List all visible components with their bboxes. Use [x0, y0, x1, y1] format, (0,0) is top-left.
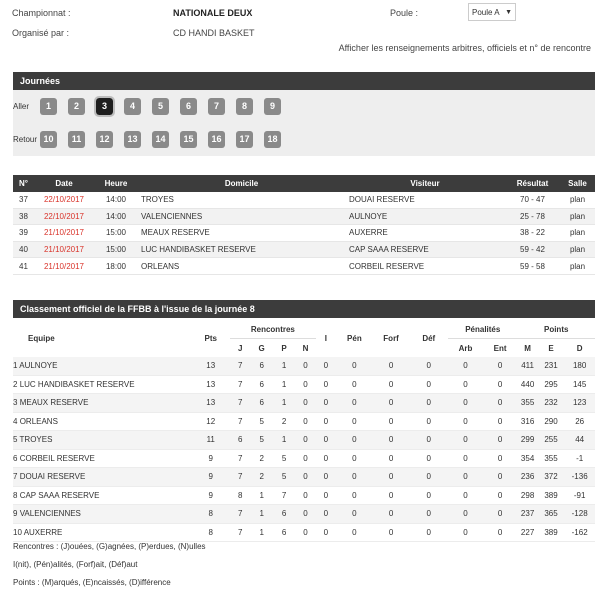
col-forf: Forf [383, 334, 399, 343]
stat-pts: 9 [191, 486, 230, 505]
match-num: 37 [13, 192, 34, 208]
col-visiteur: Visiteur [345, 175, 505, 192]
classement-row [13, 449, 595, 468]
stat-e: 290 [538, 412, 565, 431]
stat-i: 0 [316, 523, 336, 542]
stat-arb: 0 [448, 468, 483, 487]
match-visiteur: CAP SAAA RESERVE [345, 241, 505, 258]
stat-m: 354 [517, 449, 537, 468]
match-num: 39 [13, 225, 34, 242]
match-heure: 15:00 [94, 241, 138, 258]
afficher-renseignements-link[interactable]: Afficher les renseignements arbitres, officiels et n° de rencontre [338, 43, 591, 53]
stat-e: 389 [538, 486, 565, 505]
journee-button-13[interactable]: 13 [124, 131, 141, 148]
stat-g: 1 [250, 505, 272, 524]
stat-j: 6 [230, 431, 250, 450]
stat-pts: 11 [191, 431, 230, 450]
legend-points: Points : (M)arqués, (E)ncaissés, (D)ifférence [13, 578, 171, 587]
stat-p: 7 [273, 486, 295, 505]
journee-button-12[interactable]: 12 [96, 131, 113, 148]
stat-m: 236 [517, 468, 537, 487]
match-salle-link[interactable]: plan [560, 208, 595, 225]
stat-i: 0 [316, 431, 336, 450]
stat-ent: 0 [483, 468, 518, 487]
stat-n: 0 [295, 449, 315, 468]
stat-g: 1 [250, 486, 272, 505]
stat-p: 6 [273, 505, 295, 524]
stat-pen: 0 [336, 468, 373, 487]
match-heure: 15:00 [94, 225, 138, 242]
stat-def: 0 [409, 449, 448, 468]
stat-e: 372 [538, 468, 565, 487]
match-row [13, 241, 595, 258]
stat-forf: 0 [373, 505, 410, 524]
stat-pts: 13 [191, 375, 230, 394]
journees-header: Journées [13, 72, 595, 90]
match-visiteur: CORBEIL RESERVE [345, 258, 505, 275]
stat-forf: 0 [373, 449, 410, 468]
stat-forf: 0 [373, 375, 410, 394]
stat-forf: 0 [373, 486, 410, 505]
journee-button-2[interactable]: 2 [68, 98, 85, 115]
col-n: N [302, 343, 309, 353]
stat-j: 8 [230, 486, 250, 505]
stat-pen: 0 [336, 431, 373, 450]
stat-pts: 9 [191, 449, 230, 468]
stat-arb: 0 [448, 486, 483, 505]
team-name[interactable]: DOUAI RESERVE [19, 472, 86, 482]
match-row [13, 258, 595, 275]
stat-m: 316 [517, 412, 537, 431]
team-name[interactable]: CAP SAAA RESERVE [19, 490, 100, 500]
stat-e: 365 [538, 505, 565, 524]
stat-ent: 0 [483, 523, 518, 542]
match-domicile: TROYES [138, 192, 345, 208]
retour-label: Retour [13, 135, 38, 144]
stat-arb: 0 [448, 394, 483, 413]
championnat-value: NATIONALE DEUX [173, 8, 253, 18]
stat-i: 0 [316, 468, 336, 487]
stat-p: 1 [273, 394, 295, 413]
team-cell [13, 486, 191, 505]
col-penalites: Pénalités [448, 320, 517, 339]
stat-d: -162 [564, 523, 595, 542]
team-rank: 9 [13, 509, 18, 519]
team-name[interactable]: TROYES [19, 435, 53, 445]
matches-table [13, 175, 595, 275]
col-equipe: Equipe [28, 334, 55, 343]
stat-pts: 8 [191, 523, 230, 542]
stat-pts: 13 [191, 357, 230, 375]
col-domicile: Domicile [138, 175, 345, 192]
match-heure: 14:00 [94, 192, 138, 208]
match-row [13, 208, 595, 225]
classement-row [13, 431, 595, 450]
team-name[interactable]: VALENCIENNES [19, 509, 81, 519]
stat-g: 6 [250, 357, 272, 375]
stat-i: 0 [316, 394, 336, 413]
col-def: Déf [422, 334, 436, 343]
col-ent: Ent [493, 343, 507, 353]
col-i: I [324, 334, 327, 343]
col-pts: Pts [204, 334, 217, 343]
team-rank: 8 [13, 490, 18, 500]
stat-m: 298 [517, 486, 537, 505]
stat-m: 227 [517, 523, 537, 542]
stat-j: 7 [230, 375, 250, 394]
classement-row [13, 375, 595, 394]
stat-d: 145 [564, 375, 595, 394]
match-resultat: 70 - 47 [505, 192, 560, 208]
stat-d: 180 [564, 357, 595, 375]
stat-m: 440 [517, 375, 537, 394]
stat-d: -1 [564, 449, 595, 468]
stat-p: 5 [273, 449, 295, 468]
stat-p: 1 [273, 431, 295, 450]
journee-button-15[interactable]: 15 [180, 131, 197, 148]
stat-n: 0 [295, 486, 315, 505]
team-cell [13, 523, 191, 542]
match-salle-link[interactable]: plan [560, 258, 595, 275]
journee-button-11[interactable]: 11 [68, 131, 85, 148]
classement-row [13, 505, 595, 524]
match-num: 41 [13, 258, 34, 275]
stat-p: 1 [273, 357, 295, 375]
stat-p: 5 [273, 468, 295, 487]
stat-g: 6 [250, 375, 272, 394]
classement-row [13, 394, 595, 413]
stat-pen: 0 [336, 523, 373, 542]
stat-forf: 0 [373, 523, 410, 542]
classement-row [13, 357, 595, 375]
stat-def: 0 [409, 523, 448, 542]
stat-j: 7 [230, 523, 250, 542]
stat-i: 0 [316, 449, 336, 468]
col-d: D [576, 343, 583, 353]
stat-e: 355 [538, 449, 565, 468]
stat-i: 0 [316, 375, 336, 394]
col-j: J [238, 343, 243, 353]
journee-button-3[interactable]: 3 [96, 98, 113, 115]
stat-forf: 0 [373, 357, 410, 375]
stat-def: 0 [409, 357, 448, 375]
team-cell [13, 375, 191, 394]
stat-m: 355 [517, 394, 537, 413]
match-date: 22/10/2017 [34, 192, 94, 208]
stat-arb: 0 [448, 375, 483, 394]
col-salle: Salle [560, 175, 595, 192]
match-visiteur: DOUAI RESERVE [345, 192, 505, 208]
stat-pts: 12 [191, 412, 230, 431]
championnat-label: Championnat : [12, 8, 71, 18]
team-rank: 5 [13, 435, 18, 445]
col-pen: Pén [347, 334, 362, 343]
stat-d: -136 [564, 468, 595, 487]
stat-d: 44 [564, 431, 595, 450]
col-arb: Arb [458, 343, 473, 353]
journee-button-14[interactable]: 14 [152, 131, 169, 148]
stat-pen: 0 [336, 505, 373, 524]
stat-n: 0 [295, 505, 315, 524]
stat-arb: 0 [448, 412, 483, 431]
stat-def: 0 [409, 375, 448, 394]
organise-label: Organisé par : [12, 28, 70, 38]
stat-ent: 0 [483, 394, 518, 413]
journee-button-9[interactable]: 9 [264, 98, 281, 115]
journees-panel [13, 90, 595, 156]
match-domicile: LUC HANDIBASKET RESERVE [138, 241, 345, 258]
chevron-down-icon: ▼ [505, 9, 512, 16]
match-visiteur: AUXERRE [345, 225, 505, 242]
stat-n: 0 [295, 357, 315, 375]
aller-label: Aller [13, 102, 30, 111]
col-heure: Heure [94, 175, 138, 192]
team-cell [13, 468, 191, 487]
match-resultat: 38 - 22 [505, 225, 560, 242]
match-domicile: VALENCIENNES [138, 208, 345, 225]
stat-n: 0 [295, 431, 315, 450]
match-num: 38 [13, 208, 34, 225]
stat-g: 5 [250, 431, 272, 450]
stat-e: 295 [538, 375, 565, 394]
match-date: 22/10/2017 [34, 208, 94, 225]
stat-m: 299 [517, 431, 537, 450]
classement-table [13, 320, 595, 542]
legend-penalites: I(nit), (Pén)alités, (Forf)ait, (Déf)aut [13, 560, 138, 569]
team-cell [13, 431, 191, 450]
stat-e: 389 [538, 523, 565, 542]
match-heure: 14:00 [94, 208, 138, 225]
stat-n: 0 [295, 523, 315, 542]
stat-def: 0 [409, 431, 448, 450]
stat-i: 0 [316, 357, 336, 375]
stat-pen: 0 [336, 375, 373, 394]
stat-e: 231 [538, 357, 565, 375]
stat-g: 2 [250, 449, 272, 468]
stat-e: 255 [538, 431, 565, 450]
journee-button-18[interactable]: 18 [264, 131, 281, 148]
team-rank: 7 [13, 472, 18, 482]
stat-pen: 0 [336, 357, 373, 375]
team-rank: 3 [13, 398, 18, 408]
stat-g: 1 [250, 523, 272, 542]
classement-row [13, 468, 595, 487]
journee-button-17[interactable]: 17 [236, 131, 253, 148]
stat-i: 0 [316, 505, 336, 524]
col-date: Date [34, 175, 94, 192]
col-g: G [258, 343, 265, 353]
journee-button-1[interactable]: 1 [40, 98, 57, 115]
stat-d: -91 [564, 486, 595, 505]
team-name[interactable]: ORLEANS [19, 416, 58, 426]
match-date: 21/10/2017 [34, 241, 94, 258]
organise-value: CD HANDI BASKET [173, 28, 255, 38]
team-cell [13, 357, 191, 375]
col-rencontres: Rencontres [230, 320, 316, 339]
classement-row [13, 523, 595, 542]
stat-d: 123 [564, 394, 595, 413]
stat-forf: 0 [373, 394, 410, 413]
stat-ent: 0 [483, 357, 518, 375]
journee-button-4[interactable]: 4 [124, 98, 141, 115]
match-resultat: 25 - 78 [505, 208, 560, 225]
stat-pen: 0 [336, 412, 373, 431]
stat-arb: 0 [448, 505, 483, 524]
col-num: N° [13, 175, 34, 192]
team-rank: 2 [13, 379, 18, 389]
match-num: 40 [13, 241, 34, 258]
stat-ent: 0 [483, 505, 518, 524]
team-rank: 4 [13, 416, 18, 426]
match-salle-link[interactable]: plan [560, 241, 595, 258]
stat-def: 0 [409, 468, 448, 487]
match-salle-link[interactable]: plan [560, 192, 595, 208]
match-resultat: 59 - 42 [505, 241, 560, 258]
team-name[interactable]: MEAUX RESERVE [19, 398, 89, 408]
stat-arb: 0 [448, 523, 483, 542]
stat-n: 0 [295, 412, 315, 431]
stat-ent: 0 [483, 412, 518, 431]
stat-j: 7 [230, 394, 250, 413]
stat-arb: 0 [448, 449, 483, 468]
stat-m: 237 [517, 505, 537, 524]
stat-pen: 0 [336, 394, 373, 413]
stat-ent: 0 [483, 486, 518, 505]
match-domicile: ORLEANS [138, 258, 345, 275]
stat-pts: 9 [191, 468, 230, 487]
team-name[interactable]: AULNOYE [19, 361, 58, 371]
stat-ent: 0 [483, 449, 518, 468]
team-rank: 10 [13, 527, 22, 537]
classement-row [13, 486, 595, 505]
stat-j: 7 [230, 505, 250, 524]
classement-header: Classement officiel de la FFBB à l'issue de la journée 8 [13, 300, 595, 318]
stat-def: 0 [409, 394, 448, 413]
team-cell [13, 394, 191, 413]
stat-p: 1 [273, 375, 295, 394]
stat-def: 0 [409, 505, 448, 524]
col-p: P [281, 343, 287, 353]
team-cell [13, 505, 191, 524]
match-date: 21/10/2017 [34, 225, 94, 242]
stat-pts: 8 [191, 505, 230, 524]
stat-p: 2 [273, 412, 295, 431]
stat-j: 7 [230, 357, 250, 375]
stat-i: 0 [316, 412, 336, 431]
stat-forf: 0 [373, 412, 410, 431]
stat-pen: 0 [336, 486, 373, 505]
team-cell [13, 449, 191, 468]
stat-g: 5 [250, 412, 272, 431]
stat-ent: 0 [483, 431, 518, 450]
stat-pts: 13 [191, 394, 230, 413]
stat-n: 0 [295, 468, 315, 487]
team-rank: 6 [13, 453, 18, 463]
col-points: Points [517, 320, 595, 339]
stat-j: 7 [230, 449, 250, 468]
journee-button-10[interactable]: 10 [40, 131, 57, 148]
stat-d: -128 [564, 505, 595, 524]
match-heure: 18:00 [94, 258, 138, 275]
match-visiteur: AULNOYE [345, 208, 505, 225]
journee-button-6[interactable]: 6 [180, 98, 197, 115]
stat-e: 232 [538, 394, 565, 413]
stat-arb: 0 [448, 357, 483, 375]
col-e: E [548, 343, 554, 353]
col-resultat: Résultat [505, 175, 560, 192]
journee-button-16[interactable]: 16 [208, 131, 225, 148]
poule-select-value: Poule A [472, 8, 500, 17]
stat-p: 6 [273, 523, 295, 542]
team-name[interactable]: LUC HANDIBASKET RESERVE [19, 379, 135, 389]
stat-g: 2 [250, 468, 272, 487]
stat-ent: 0 [483, 375, 518, 394]
stat-pen: 0 [336, 449, 373, 468]
col-m: M [524, 343, 531, 353]
stat-d: 26 [564, 412, 595, 431]
stat-i: 0 [316, 486, 336, 505]
stat-def: 0 [409, 486, 448, 505]
team-name[interactable]: AUXERRE [23, 527, 63, 537]
journee-button-7[interactable]: 7 [208, 98, 225, 115]
team-rank: 1 [13, 361, 18, 371]
poule-select[interactable] [468, 3, 516, 21]
match-domicile: MEAUX RESERVE [138, 225, 345, 242]
stat-j: 7 [230, 468, 250, 487]
stat-def: 0 [409, 412, 448, 431]
stat-n: 0 [295, 375, 315, 394]
match-row [13, 192, 595, 208]
journee-button-8[interactable]: 8 [236, 98, 253, 115]
poule-label: Poule : [390, 8, 419, 18]
stat-g: 6 [250, 394, 272, 413]
journee-button-5[interactable]: 5 [152, 98, 169, 115]
match-salle-link[interactable]: plan [560, 225, 595, 242]
team-cell [13, 412, 191, 431]
match-date: 21/10/2017 [34, 258, 94, 275]
match-row [13, 225, 595, 242]
stat-m: 411 [517, 357, 537, 375]
stat-arb: 0 [448, 431, 483, 450]
stat-n: 0 [295, 394, 315, 413]
stat-j: 7 [230, 412, 250, 431]
match-resultat: 59 - 58 [505, 258, 560, 275]
classement-row [13, 412, 595, 431]
stat-forf: 0 [373, 468, 410, 487]
team-name[interactable]: CORBEIL RESERVE [19, 453, 95, 463]
legend-rencontres: Rencontres : (J)ouées, (G)agnées, (P)erdues, (N)ulles [13, 542, 206, 551]
stat-forf: 0 [373, 431, 410, 450]
